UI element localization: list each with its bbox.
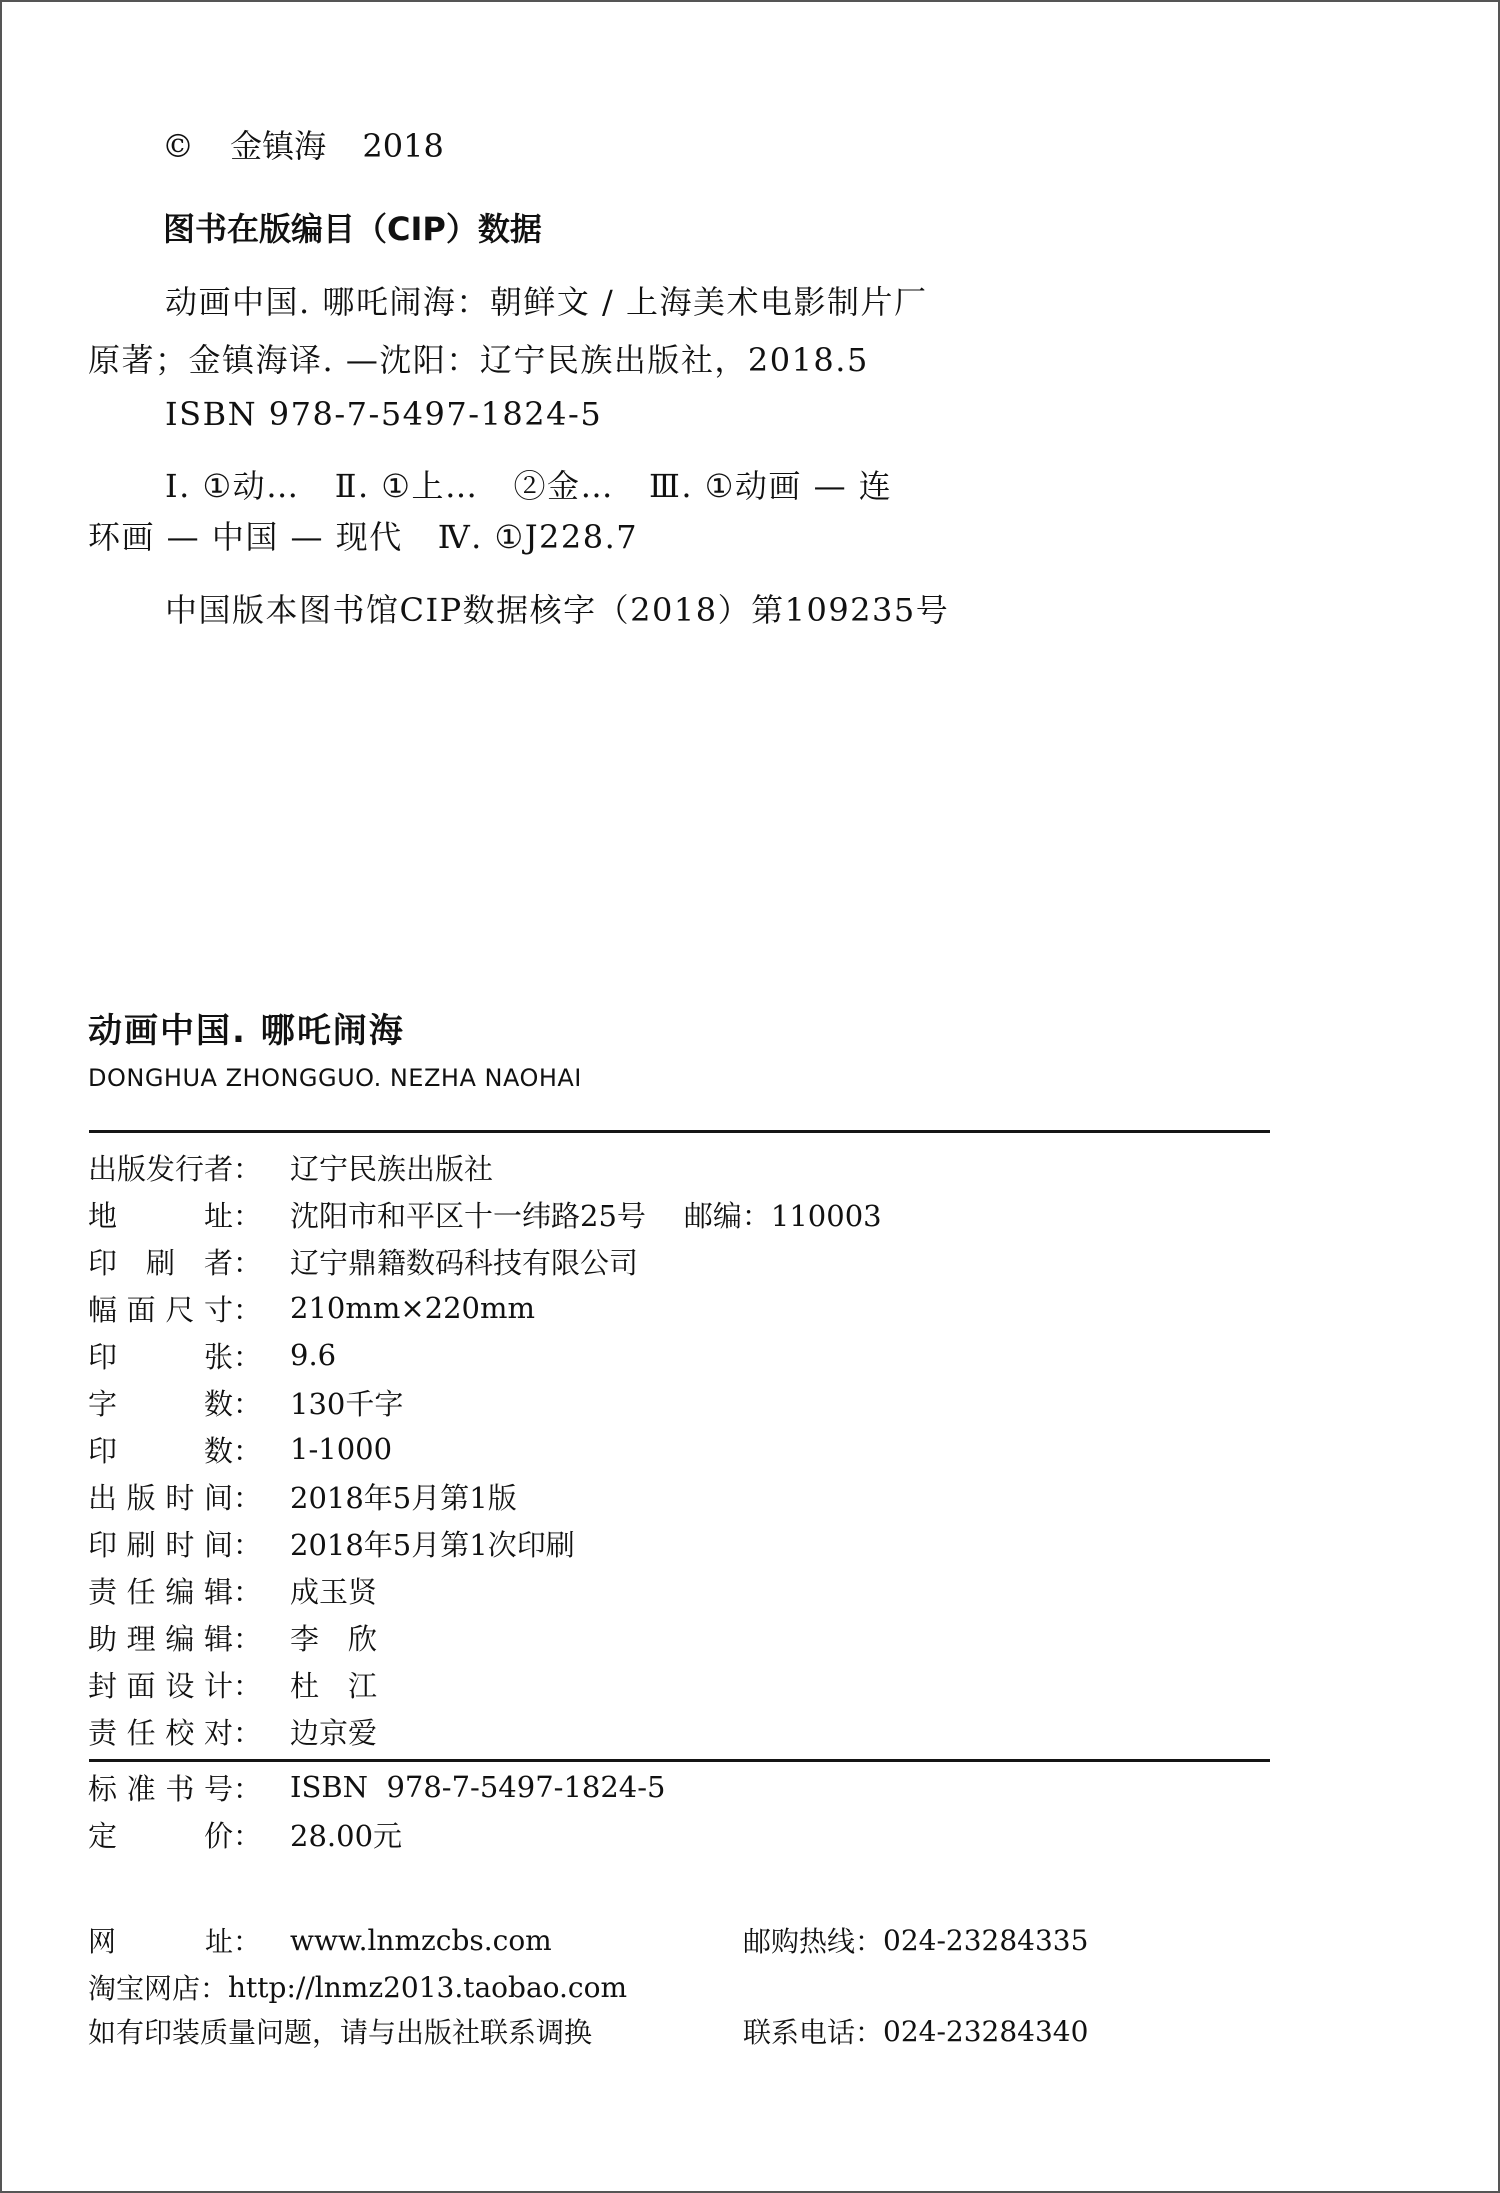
colophon-row xyxy=(88,1479,517,1513)
label-char: 幅 xyxy=(88,1292,118,1327)
label-char: 责 xyxy=(88,1574,118,1609)
label-char: 封 xyxy=(88,1668,118,1703)
label-char: 发 xyxy=(146,1151,176,1186)
cip-line-2: 原著；金镇海译. —沈阳：辽宁民族出版社，2018.5 xyxy=(88,341,869,379)
colophon-value: 边京爱 xyxy=(290,1715,378,1750)
copyright-year: 2018 xyxy=(362,127,444,165)
colophon-colon: ： xyxy=(233,1621,263,1656)
label-char: 号 xyxy=(203,1771,233,1806)
label-char: 任 xyxy=(126,1715,156,1750)
colophon-value: 9.6 xyxy=(290,1338,337,1372)
colophon-colon: ： xyxy=(233,1292,263,1327)
colophon-label xyxy=(88,1523,233,1564)
label-char: 出 xyxy=(88,1151,118,1186)
label-char: 址 xyxy=(203,1198,233,1233)
label-char: 刷 xyxy=(126,1527,156,1562)
cip-isbn: ISBN 978-7-5497-1824-5 xyxy=(165,395,603,433)
label-char: 版 xyxy=(126,1480,156,1515)
cip-record-number: 中国版本图书馆CIP数据核字（2018）第109235号 xyxy=(165,591,950,629)
colophon-colon: ： xyxy=(233,1715,263,1750)
website-link[interactable]: www.lnmzcbs.com xyxy=(290,1923,552,1957)
colophon-value: 2018年5月第1版 xyxy=(290,1480,517,1515)
isbn-label xyxy=(88,1767,233,1808)
colophon-value: 李 欣 xyxy=(290,1621,378,1656)
label-char: 字 xyxy=(88,1386,118,1421)
colophon-row xyxy=(88,1385,403,1419)
label-char: 责 xyxy=(88,1715,118,1750)
label-char: 书 xyxy=(165,1771,195,1806)
colophon-colon: ： xyxy=(233,1339,263,1374)
contact-phone-row xyxy=(743,2014,1088,2048)
label-char: 时 xyxy=(165,1527,195,1562)
contact-phone: 024-23284340 xyxy=(883,2014,1089,2048)
label-char: 地 xyxy=(88,1198,118,1233)
copyright-symbol: © xyxy=(162,127,194,165)
label-char: 网 xyxy=(88,1925,117,1958)
label-char: 面 xyxy=(126,1292,156,1327)
colophon-row xyxy=(88,1197,882,1231)
label-char: 间 xyxy=(203,1527,233,1562)
website-row xyxy=(88,1923,552,1957)
book-subtitle: DONGHUA ZHONGGUO. NEZHA NAOHAI xyxy=(88,1064,582,1092)
label-char: 价 xyxy=(203,1818,233,1853)
colophon-colon: ： xyxy=(233,1433,263,1468)
label-char: 行 xyxy=(175,1151,205,1186)
cip-subject-1: Ⅰ. ①动… Ⅱ. ①上… ②金… Ⅲ. ①动画 — 连 xyxy=(165,467,893,505)
label-char: 编 xyxy=(165,1621,195,1656)
colophon-extra: 邮编：110003 xyxy=(683,1198,882,1233)
colophon-label xyxy=(88,1711,233,1752)
mail-order-label: 邮购热线： xyxy=(743,1925,884,1958)
colophon-label xyxy=(88,1570,233,1611)
price-label xyxy=(88,1814,233,1855)
colophon-colon: ： xyxy=(233,1151,263,1186)
colophon-label xyxy=(88,1194,233,1235)
colophon-label xyxy=(88,1476,233,1517)
colophon-row xyxy=(88,1244,638,1278)
colophon-colon: ： xyxy=(233,1386,263,1421)
colophon-row xyxy=(88,1620,377,1654)
colophon-colon: ： xyxy=(233,1480,263,1515)
label-char: 设 xyxy=(165,1668,195,1703)
colophon-colon: ： xyxy=(233,1574,263,1609)
colophon-row xyxy=(88,1573,377,1607)
label-char: 址 xyxy=(204,1925,233,1958)
label-char: 寸 xyxy=(203,1292,233,1327)
price-value: 28.00元 xyxy=(290,1818,403,1853)
label-char: 出 xyxy=(88,1480,118,1515)
colophon-value: 210mm×220mm xyxy=(290,1291,535,1325)
label-char: 任 xyxy=(126,1574,156,1609)
taobao-row xyxy=(88,1970,627,2004)
label-char: 辑 xyxy=(203,1574,233,1609)
colophon-label xyxy=(88,1147,233,1188)
divider-top xyxy=(89,1130,1270,1133)
colophon-label xyxy=(88,1429,233,1470)
label-char: 者 xyxy=(204,1151,234,1186)
isbn-row xyxy=(88,1770,666,1804)
colophon-row xyxy=(88,1526,575,1560)
colophon-row xyxy=(88,1714,377,1748)
label-char: 理 xyxy=(126,1621,156,1656)
label-char: 标 xyxy=(88,1771,118,1806)
price-row xyxy=(88,1817,402,1851)
colophon-label xyxy=(88,1382,233,1423)
colophon-label xyxy=(88,1335,233,1376)
website-colon: ： xyxy=(233,1925,262,1958)
divider-bottom xyxy=(89,1759,1270,1762)
cip-heading: 图书在版编目（CIP）数据 xyxy=(163,210,542,248)
website-label xyxy=(88,1920,233,1960)
colophon-value: 辽宁民族出版社 xyxy=(290,1151,494,1186)
label-char: 时 xyxy=(165,1480,195,1515)
colophon-row xyxy=(88,1432,392,1466)
label-char: 刷 xyxy=(145,1245,175,1280)
label-char: 印 xyxy=(88,1339,118,1374)
colophon-row xyxy=(88,1338,336,1372)
colophon-label xyxy=(88,1617,233,1658)
copyright-line xyxy=(162,127,470,165)
label-char: 尺 xyxy=(165,1292,195,1327)
label-char: 版 xyxy=(117,1151,147,1186)
label-char: 者 xyxy=(203,1245,233,1280)
colophon-colon: ： xyxy=(233,1668,263,1703)
label-char: 张 xyxy=(203,1339,233,1374)
label-char: 准 xyxy=(126,1771,156,1806)
colophon-colon: ： xyxy=(233,1245,263,1280)
colophon-colon: ： xyxy=(233,1527,263,1562)
colophon-label xyxy=(88,1241,233,1282)
cip-subject-2: 环画 — 中国 — 现代 Ⅳ. ①J228.7 xyxy=(88,518,639,556)
colophon-colon: ： xyxy=(233,1198,263,1233)
mail-order-row xyxy=(743,1923,1088,1957)
colophon-value: 130千字 xyxy=(290,1386,404,1421)
copyright-holder: 金镇海 xyxy=(230,127,327,165)
colophon-value: 1-1000 xyxy=(290,1432,393,1466)
taobao-link[interactable]: http://lnmz2013.taobao.com xyxy=(228,1970,628,2004)
colophon-value: 成玉贤 xyxy=(290,1574,378,1609)
label-char: 校 xyxy=(165,1715,195,1750)
isbn-value: ISBN 978-7-5497-1824-5 xyxy=(290,1770,666,1804)
contact-phone-label: 联系电话： xyxy=(743,2016,884,2049)
label-char: 间 xyxy=(203,1480,233,1515)
colophon-row xyxy=(88,1667,377,1701)
label-char: 印 xyxy=(88,1433,118,1468)
taobao-label: 淘宝网店： xyxy=(88,1972,229,2005)
mail-order-phone: 024-23284335 xyxy=(883,1923,1089,1957)
cip-line-1: 动画中国. 哪吒闹海：朝鲜文 / 上海美术电影制片厂 xyxy=(165,283,928,321)
label-char: 印 xyxy=(88,1245,118,1280)
label-char: 辑 xyxy=(203,1621,233,1656)
label-char: 数 xyxy=(203,1433,233,1468)
label-char: 计 xyxy=(203,1668,233,1703)
colophon-value: 杜 江 xyxy=(290,1668,378,1703)
label-char: 印 xyxy=(88,1527,118,1562)
label-char: 对 xyxy=(203,1715,233,1750)
colophon-value: 沈阳市和平区十一纬路25号 xyxy=(290,1198,646,1233)
colophon-row xyxy=(88,1291,535,1325)
colophon-label xyxy=(88,1288,233,1329)
label-char: 面 xyxy=(126,1668,156,1703)
quality-notice-row xyxy=(88,2014,592,2048)
colophon-label xyxy=(88,1664,233,1705)
colophon-value: 2018年5月第1次印刷 xyxy=(290,1527,575,1562)
label-char: 数 xyxy=(203,1386,233,1421)
price-colon: ： xyxy=(233,1818,263,1853)
label-char: 编 xyxy=(165,1574,195,1609)
book-title: 动画中国. 哪吒闹海 xyxy=(88,1011,405,1051)
label-char: 助 xyxy=(88,1621,118,1656)
colophon-row xyxy=(88,1150,493,1184)
colophon-value: 辽宁鼎籍数码科技有限公司 xyxy=(290,1245,639,1280)
quality-notice: 如有印装质量问题，请与出版社联系调换 xyxy=(88,2016,593,2049)
label-char: 定 xyxy=(88,1818,118,1853)
isbn-colon: ： xyxy=(233,1771,263,1806)
